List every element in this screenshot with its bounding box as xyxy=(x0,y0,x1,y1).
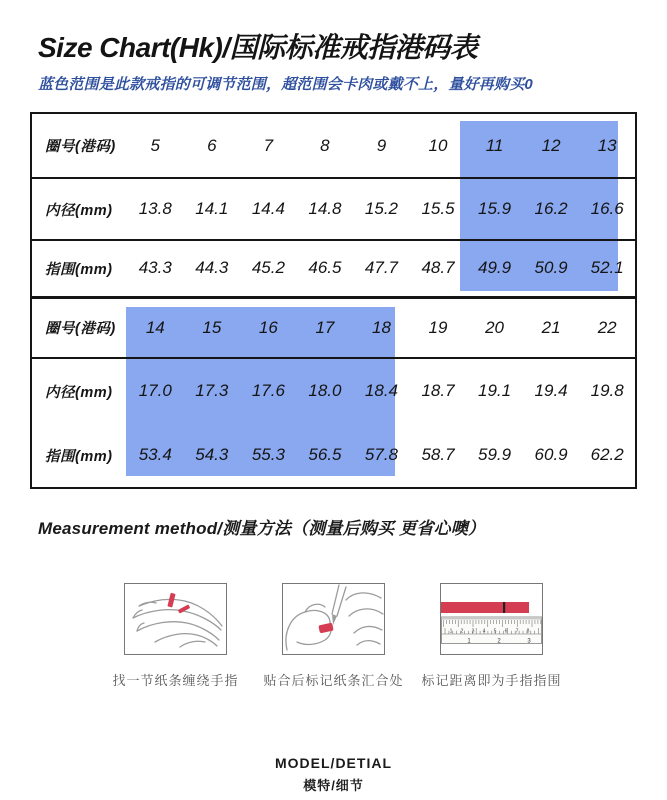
size-cell: 9 xyxy=(353,113,410,178)
size-cell: 15.2 xyxy=(353,178,410,240)
size-cell: 60.9 xyxy=(534,445,568,464)
svg-text:3: 3 xyxy=(527,638,531,645)
svg-text:7: 7 xyxy=(515,628,519,635)
svg-text:2: 2 xyxy=(497,638,501,645)
size-cell: 44.3 xyxy=(184,240,241,297)
size-cell: 21 xyxy=(523,297,580,358)
page-title: Size Chart(Hk)/国际标准戒指港码表 xyxy=(38,32,478,63)
size-cell: 15.9 xyxy=(466,178,523,240)
measurement-step-3 xyxy=(419,583,565,689)
measurement-step-2 xyxy=(261,583,407,689)
size-cell: 19.1 xyxy=(478,381,512,400)
size-cell: 15.5 xyxy=(410,178,467,240)
size-cell: 18.4 xyxy=(364,381,398,400)
footer-model-detail-en: MODEL/DETIAL xyxy=(275,755,392,771)
size-cell: 13 xyxy=(579,113,636,178)
svg-text:8: 8 xyxy=(526,628,530,635)
size-cell: 13.8 xyxy=(127,178,184,240)
size-cell: 14.4 xyxy=(240,178,297,240)
size-cell: 14.1 xyxy=(184,178,241,240)
mark-strip-illustration xyxy=(282,583,385,655)
size-cell: 62.2 xyxy=(590,445,624,464)
size-cell: 16 xyxy=(240,297,297,358)
size-cell: 7 xyxy=(240,113,297,178)
size-cell: 18.0 xyxy=(308,381,342,400)
size-cell: 48.7 xyxy=(410,240,467,297)
footer xyxy=(0,755,667,800)
size-cell: 17.0 xyxy=(138,381,172,400)
size-cell: 10 xyxy=(410,113,467,178)
size-cell: 55.3 xyxy=(251,445,285,464)
size-cell: 50.9 xyxy=(523,240,580,297)
ruler-measure-illustration xyxy=(440,583,543,655)
row-label: 圈号(港码) xyxy=(31,113,127,178)
measurement-step-1 xyxy=(103,583,249,689)
size-cell: 18 xyxy=(353,297,410,358)
svg-text:6: 6 xyxy=(504,628,508,635)
size-cell: 14 xyxy=(127,297,184,358)
size-cell: 12 xyxy=(523,113,580,178)
header xyxy=(0,0,667,94)
size-cell: 14.8 xyxy=(297,178,354,240)
size-cell: 54.3 xyxy=(195,445,229,464)
size-cell: 5 xyxy=(127,113,184,178)
row-label: 内径(mm) xyxy=(31,178,127,240)
size-cell: 52.1 xyxy=(579,240,636,297)
step-3-caption: 标记距离即为手指指围 xyxy=(421,673,562,688)
hand-wrap-illustration xyxy=(124,583,227,655)
size-table xyxy=(30,112,637,489)
size-cell: 19.8 xyxy=(590,381,624,400)
svg-text:5: 5 xyxy=(493,628,497,635)
size-cell: 49.9 xyxy=(466,240,523,297)
size-cell: 47.7 xyxy=(353,240,410,297)
size-cell: 57.8 xyxy=(364,445,398,464)
size-cell: 19.4 xyxy=(534,381,568,400)
svg-text:3: 3 xyxy=(471,628,475,635)
svg-text:1: 1 xyxy=(467,638,471,645)
size-cell: 45.2 xyxy=(240,240,297,297)
size-cell: 46.5 xyxy=(297,240,354,297)
size-cell: 16.2 xyxy=(523,178,580,240)
size-cell: 8 xyxy=(297,113,354,178)
measurement-heading: Measurement method/测量方法（测量后购买 更省心噢） xyxy=(38,519,486,538)
size-cell: 16.6 xyxy=(579,178,636,240)
size-cell: 22 xyxy=(579,297,636,358)
row-label: 指围(mm) xyxy=(45,448,113,465)
size-cell: 58.7 xyxy=(421,445,455,464)
svg-text:2: 2 xyxy=(460,628,464,635)
footer-model-detail-cn: 模特/细节 xyxy=(303,778,364,793)
measurement-steps xyxy=(0,583,667,689)
size-cell: 15 xyxy=(184,297,241,358)
step-1-caption: 找一节纸条缠绕手指 xyxy=(112,673,239,688)
row-label: 内径(mm) xyxy=(45,384,113,401)
page-subtitle: 蓝色范围是此款戒指的可调节范围，超范围会卡肉或戴不上，量好再购买0 xyxy=(38,76,533,93)
svg-text:1: 1 xyxy=(449,628,453,635)
size-cell: 17 xyxy=(297,297,354,358)
size-cell: 11 xyxy=(466,113,523,178)
size-cell: 17.3 xyxy=(195,381,229,400)
size-cell: 53.4 xyxy=(138,445,172,464)
size-cell: 6 xyxy=(184,113,241,178)
size-cell: 56.5 xyxy=(308,445,342,464)
size-cell: 43.3 xyxy=(127,240,184,297)
size-table-grid xyxy=(30,112,637,489)
row-label: 指围(mm) xyxy=(31,240,127,297)
size-cell: 18.7 xyxy=(421,381,455,400)
size-cell: 20 xyxy=(466,297,523,358)
svg-text:4: 4 xyxy=(482,628,486,635)
size-cell: 19 xyxy=(410,297,467,358)
size-cell: 17.6 xyxy=(251,381,285,400)
row-label: 圈号(港码) xyxy=(31,297,127,358)
size-cell: 59.9 xyxy=(478,445,512,464)
step-2-caption: 贴合后标记纸条汇合处 xyxy=(263,673,404,688)
